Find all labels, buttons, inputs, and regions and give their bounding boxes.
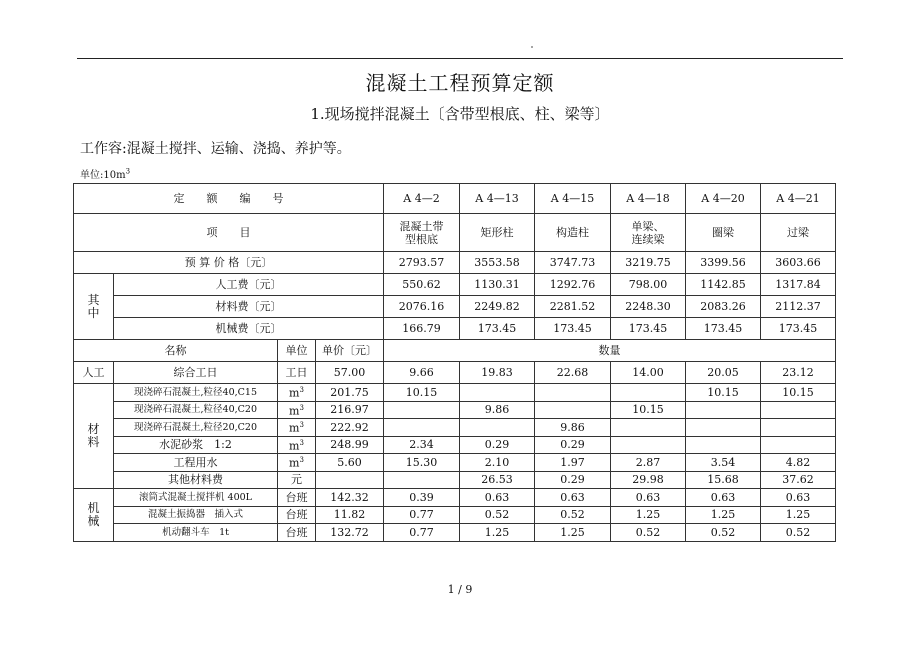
material-quantity: [611, 384, 686, 402]
machinery-quantity: 1.25: [460, 524, 535, 542]
material-quantity: 15.68: [686, 471, 761, 489]
machinery-unit: 台班: [278, 524, 316, 542]
material-price: 222.92: [316, 419, 384, 437]
material-quantity: [460, 384, 535, 402]
item-name-line: 单梁、: [631, 219, 665, 233]
item-name: [761, 214, 836, 252]
breakdown-value: 550.62: [384, 274, 460, 296]
machinery-char: 机: [87, 500, 100, 515]
machinery-quantity: 0.63: [761, 489, 836, 507]
of-which-label: [74, 274, 114, 340]
material-quantity: 9.86: [460, 401, 535, 419]
machinery-name: 机动翻斗车 1t: [114, 524, 278, 542]
breakdown-value: 2249.82: [460, 296, 535, 318]
item-name: [535, 214, 611, 252]
quota-code: A 4—18: [611, 184, 686, 214]
material-unit: [278, 471, 316, 489]
quota-code: A 4—21: [761, 184, 836, 214]
labor-quantity: 22.68: [535, 362, 611, 384]
material-quantity: 2.34: [384, 436, 460, 454]
of-which-char: 中: [87, 305, 100, 320]
budget-price: 3603.66: [761, 252, 836, 274]
quota-code: A 4—20: [686, 184, 761, 214]
material-name: 现浇碎石混凝土,粒径20,C20: [114, 419, 278, 437]
breakdown-value: 1292.76: [535, 274, 611, 296]
item-name: [611, 214, 686, 252]
material-quantity: [686, 436, 761, 454]
material-quantity: [460, 419, 535, 437]
labor-group-label: 人工: [74, 362, 114, 384]
machinery-quantity: 1.25: [761, 506, 836, 524]
unit-note: [80, 166, 130, 181]
material-quantity: 15.30: [384, 454, 460, 472]
material-unit-power: 3: [299, 403, 304, 412]
machinery-quantity: 0.63: [611, 489, 686, 507]
breakdown-value: 173.45: [686, 318, 761, 340]
materials-char: 材: [87, 422, 100, 436]
breakdown-value: 173.45: [611, 318, 686, 340]
material-quantity: 29.98: [611, 471, 686, 489]
breakdown-label: 机械费〔元〕: [114, 318, 384, 340]
material-unit: [278, 384, 316, 402]
material-row: [74, 436, 836, 454]
breakdown-value: 173.45: [535, 318, 611, 340]
item-name-line: 型根底: [405, 232, 438, 246]
header-dot: [531, 46, 533, 48]
material-quantity: [761, 436, 836, 454]
item-name-line: 圈梁: [712, 226, 734, 239]
machinery-quantity: 0.52: [686, 524, 761, 542]
budget-price: 2793.57: [384, 252, 460, 274]
material-unit-text: m: [289, 439, 300, 453]
breakdown-row: [74, 274, 836, 296]
machinery-name: 滚筒式混凝土搅拌机 400L: [114, 489, 278, 507]
machinery-quantity: 0.39: [384, 489, 460, 507]
machinery-quantity: 0.63: [686, 489, 761, 507]
material-row: [74, 454, 836, 472]
machinery-quantity: 1.25: [611, 506, 686, 524]
material-quantity: 10.15: [686, 384, 761, 402]
material-quantity: 0.29: [535, 436, 611, 454]
material-name: 现浇碎石混凝土,粒径40,C20: [114, 401, 278, 419]
breakdown-value: 2281.52: [535, 296, 611, 318]
machinery-quantity: 0.52: [460, 506, 535, 524]
material-unit: [278, 401, 316, 419]
machinery-group-label: [74, 489, 114, 542]
budget-price: 3553.58: [460, 252, 535, 274]
material-name: 工程用水: [114, 454, 278, 472]
labor-quantity: 20.05: [686, 362, 761, 384]
material-quantity: [611, 419, 686, 437]
material-unit: [278, 454, 316, 472]
material-price: 201.75: [316, 384, 384, 402]
breakdown-value: 2083.26: [686, 296, 761, 318]
material-price: 248.99: [316, 436, 384, 454]
breakdown-value: 1142.85: [686, 274, 761, 296]
machinery-quantity: 0.52: [535, 506, 611, 524]
labor-quantity: 23.12: [761, 362, 836, 384]
col-price-header: 单价〔元〕: [316, 340, 384, 362]
labor-unit: 工日: [278, 362, 316, 384]
quota-no-label: 定 额 编 号: [74, 184, 384, 214]
material-quantity: [535, 401, 611, 419]
budget-price: 3747.73: [535, 252, 611, 274]
breakdown-value: 2248.30: [611, 296, 686, 318]
resource-header-row: [74, 340, 836, 362]
material-unit-text: m: [289, 387, 300, 401]
breakdown-value: 1130.31: [460, 274, 535, 296]
item-name: [460, 214, 535, 252]
machinery-row: [74, 524, 836, 542]
material-unit-text: 元: [291, 473, 302, 487]
material-unit-text: m: [289, 422, 300, 436]
quota-table-body: [74, 184, 836, 542]
material-quantity: 37.62: [761, 471, 836, 489]
item-name-line: 过梁: [787, 226, 809, 239]
machinery-price: 132.72: [316, 524, 384, 542]
material-price: 216.97: [316, 401, 384, 419]
material-name: 其他材料费: [114, 471, 278, 489]
budget-price-row: [74, 252, 836, 274]
breakdown-value: 2076.16: [384, 296, 460, 318]
budget-price: 3399.56: [686, 252, 761, 274]
labor-name: 综合工日: [114, 362, 278, 384]
unit-power: 3: [125, 167, 131, 176]
material-row: [74, 384, 836, 402]
work-content: 工作容:混凝土搅拌、运输、浇捣、养护等。: [80, 141, 351, 157]
labor-quantity: 19.83: [460, 362, 535, 384]
breakdown-value: 166.79: [384, 318, 460, 340]
material-quantity: 1.97: [535, 454, 611, 472]
material-quantity: [686, 401, 761, 419]
quota-table: [73, 183, 836, 542]
material-row: [74, 401, 836, 419]
material-quantity: 0.29: [460, 436, 535, 454]
machinery-quantity: 0.63: [535, 489, 611, 507]
material-unit-power: 3: [299, 386, 304, 395]
material-name: 现浇碎石混凝土,粒径40,C15: [114, 384, 278, 402]
breakdown-label: 人工费〔元〕: [114, 274, 384, 296]
page-number: 1 / 9: [447, 583, 473, 596]
materials-char: 料: [87, 435, 100, 449]
machinery-row: [74, 489, 836, 507]
material-quantity: [384, 419, 460, 437]
page-title: 混凝土工程预算定额: [365, 71, 555, 95]
machinery-quantity: 0.52: [761, 524, 836, 542]
quota-code: A 4—13: [460, 184, 535, 214]
quota-code: A 4—15: [535, 184, 611, 214]
material-unit-power: 3: [299, 438, 304, 447]
machinery-quantity: 0.52: [611, 524, 686, 542]
material-price: 5.60: [316, 454, 384, 472]
of-which-char: 其: [87, 292, 100, 307]
col-quantity-header: 数量: [384, 340, 836, 362]
header-rule: [77, 58, 843, 59]
material-quantity: [535, 384, 611, 402]
breakdown-value: 173.45: [460, 318, 535, 340]
material-unit: [278, 419, 316, 437]
material-quantity: 2.10: [460, 454, 535, 472]
material-quantity: 10.15: [384, 384, 460, 402]
material-unit-power: 3: [299, 421, 304, 430]
section-subtitle: 1.现场搅拌混凝土〔含带型根底、柱、梁等〕: [310, 105, 610, 123]
machinery-price: 11.82: [316, 506, 384, 524]
budget-price: 3219.75: [611, 252, 686, 274]
quota-code: A 4—2: [384, 184, 460, 214]
material-quantity: 3.54: [686, 454, 761, 472]
breakdown-row: [74, 318, 836, 340]
budget-price-label: 预 算 价 格〔元〕: [74, 252, 384, 274]
material-unit-power: 3: [299, 456, 304, 465]
material-quantity: [611, 436, 686, 454]
item-name: [686, 214, 761, 252]
machinery-unit: 台班: [278, 489, 316, 507]
item-name-line: 构造柱: [556, 226, 589, 239]
labor-quantity: 9.66: [384, 362, 460, 384]
item-name-line: 矩形柱: [480, 226, 514, 239]
col-name-header: 名称: [74, 340, 278, 362]
material-quantity: 2.87: [611, 454, 686, 472]
breakdown-label: 材料费〔元〕: [114, 296, 384, 318]
material-quantity: [384, 471, 460, 489]
machinery-char: 械: [87, 513, 100, 528]
breakdown-value: 173.45: [761, 318, 836, 340]
material-row: [74, 419, 836, 437]
labor-row: [74, 362, 836, 384]
materials-group-label: [74, 384, 114, 489]
machinery-quantity: 0.63: [460, 489, 535, 507]
material-unit-text: m: [289, 404, 300, 418]
material-quantity: [761, 401, 836, 419]
machinery-quantity: 0.77: [384, 506, 460, 524]
breakdown-row: [74, 296, 836, 318]
machinery-price: 142.32: [316, 489, 384, 507]
unit-label: 单位:10m: [80, 170, 126, 181]
item-name-line: 连续梁: [631, 232, 665, 246]
machinery-quantity: 1.25: [535, 524, 611, 542]
breakdown-value: 798.00: [611, 274, 686, 296]
machinery-quantity: 0.77: [384, 524, 460, 542]
material-price: [316, 471, 384, 489]
material-quantity: 10.15: [761, 384, 836, 402]
material-quantity: [686, 419, 761, 437]
col-unit-header: 单位: [278, 340, 316, 362]
breakdown-value: 1317.84: [761, 274, 836, 296]
labor-quantity: 14.00: [611, 362, 686, 384]
labor-price: 57.00: [316, 362, 384, 384]
breakdown-value: 2112.37: [761, 296, 836, 318]
material-quantity: 26.53: [460, 471, 535, 489]
machinery-name: 混凝土振捣器 插入式: [114, 506, 278, 524]
item-name: [384, 214, 460, 252]
item-row: [74, 214, 836, 252]
material-quantity: 4.82: [761, 454, 836, 472]
item-name-line: 混凝土带: [399, 219, 444, 233]
material-quantity: 9.86: [535, 419, 611, 437]
material-quantity: [761, 419, 836, 437]
material-name: 水泥砂浆 1:2: [114, 436, 278, 454]
material-quantity: [384, 401, 460, 419]
material-row: [74, 471, 836, 489]
quota-code-row: [74, 184, 836, 214]
machinery-row: [74, 506, 836, 524]
machinery-quantity: 1.25: [686, 506, 761, 524]
material-unit-text: m: [289, 457, 300, 471]
material-quantity: 0.29: [535, 471, 611, 489]
machinery-unit: 台班: [278, 506, 316, 524]
item-label: 项 目: [74, 214, 384, 252]
material-quantity: 10.15: [611, 401, 686, 419]
material-unit: [278, 436, 316, 454]
